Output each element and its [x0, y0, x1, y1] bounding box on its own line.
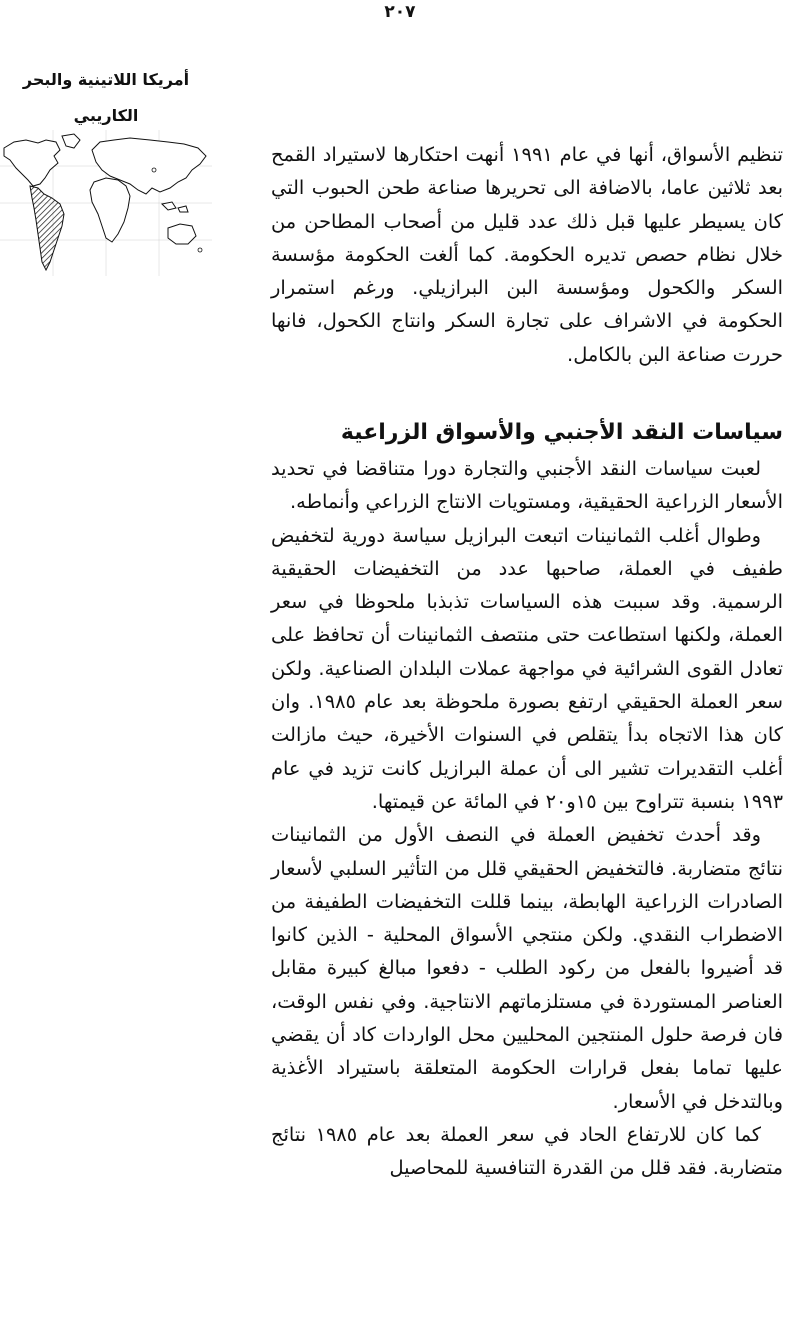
islands-indonesia: [162, 202, 188, 212]
paragraph-2: وطوال أغلب الثمانينات اتبعت البرازيل سياسة دورية لتخفيض طفيف في العملة، صاحبها عدد من التخفيضات الحقيقية الرسمية. وقد سببت هذه السياسات تذبذبا ملحوظا في سعر العملة، ولكنها استطاعت حتى منتصف الثمانينات أن تحافظ على تعادل القوى الشرائية في مواجهة عملات البلدان الصناعية. ولكن سعر العملة الحقيقي ارتفع بصورة ملحوظة بعد عام ١٩٨٥. وان كان هذا الاتجاه بدأ يتقلص في السنوات الأخيرة، حيث مازالت أغلب التقديرات تشير الى أن عملة البرازيل كانت تزيد في عام ١٩٩٣ بنسبة تتراوح بين ١٥و٢٠ في المائة عن قيمتها.: [271, 523, 783, 813]
sidebar-region-title: [0, 62, 212, 134]
continent-greenland: [62, 134, 80, 148]
paragraph-intro: تنظيم الأسواق، أنها في عام ١٩٩١ أنهت احتكارها لاستيراد القمح بعد ثلاثين عاما، بالاضافة الى تحريرها صناعة طحن الحبوب التي كان يسيطر عليها قبل ذلك عدد قليل من أصحاب المطاحن من خلال نظام حصص تديره الحكومة. كما ألغت الحكومة مؤسسة السكر والكحول ومؤسسة البن البرازيلي. ورغم استمرار الحكومة في الاشراف على تجارة السكر وانتاج الكحول، فانها حررت صناعة البن بالكامل.: [271, 143, 783, 366]
sidebar-title-line-2: الكاريبي: [73, 106, 139, 125]
paragraph-1: لعبت سياسات النقد الأجنبي والتجارة دورا متناقضا في تحديد الأسعار الزراعية الحقيقية، ومستويات الانتاج الزراعي وأنماطه.: [271, 457, 783, 514]
paragraph-4: كما كان للارتفاع الحاد في سعر العملة بعد عام ١٩٨٥ نتائج متضاربة. فقد قلل من القدرة التنافسية للمحاصيل: [271, 1122, 783, 1180]
paragraph-3: وقد أحدث تخفيض العملة في النصف الأول من الثمانينات نتائج متضاربة. فالتخفيض الحقيقي قلل من التأثير السلبي لأسعار الصادرات الزراعية الهابطة، بينما قللت التخفيضات الطفيفة من الاضطراب النقدي. ولكن منتجي الأسواق المحلية - الذين كانوا قد أضيروا بالفعل من ركود الطلب - دفعوا مبالغ كبيرة مقابل العناصر المستوردة في مستلزماتهم الانتاجية. وفي نفس الوقت، فان فرصة حلول المنتجين المحليين محل الواردات كاد أن يقضي عليها تماما بفعل قرارات الحكومة المتعلقة باستيراد الأغذية وبالتدخل في الأسعار.: [271, 823, 783, 1113]
continent-north-america: [4, 140, 60, 186]
continent-australia: [168, 224, 196, 244]
world-map-icon: [0, 130, 212, 276]
page-number: ٢٠٧: [384, 2, 416, 22]
region-latin-america: [30, 186, 64, 270]
main-text-block-intro: [271, 138, 783, 371]
section-heading: سياسات النقد الأجنبي والأسواق الزراعية: [340, 420, 783, 445]
main-text-block-section: [271, 452, 783, 1185]
continent-africa: [90, 178, 130, 242]
sidebar-title-line-1: أمريكا اللاتينية والبحر: [22, 70, 190, 89]
